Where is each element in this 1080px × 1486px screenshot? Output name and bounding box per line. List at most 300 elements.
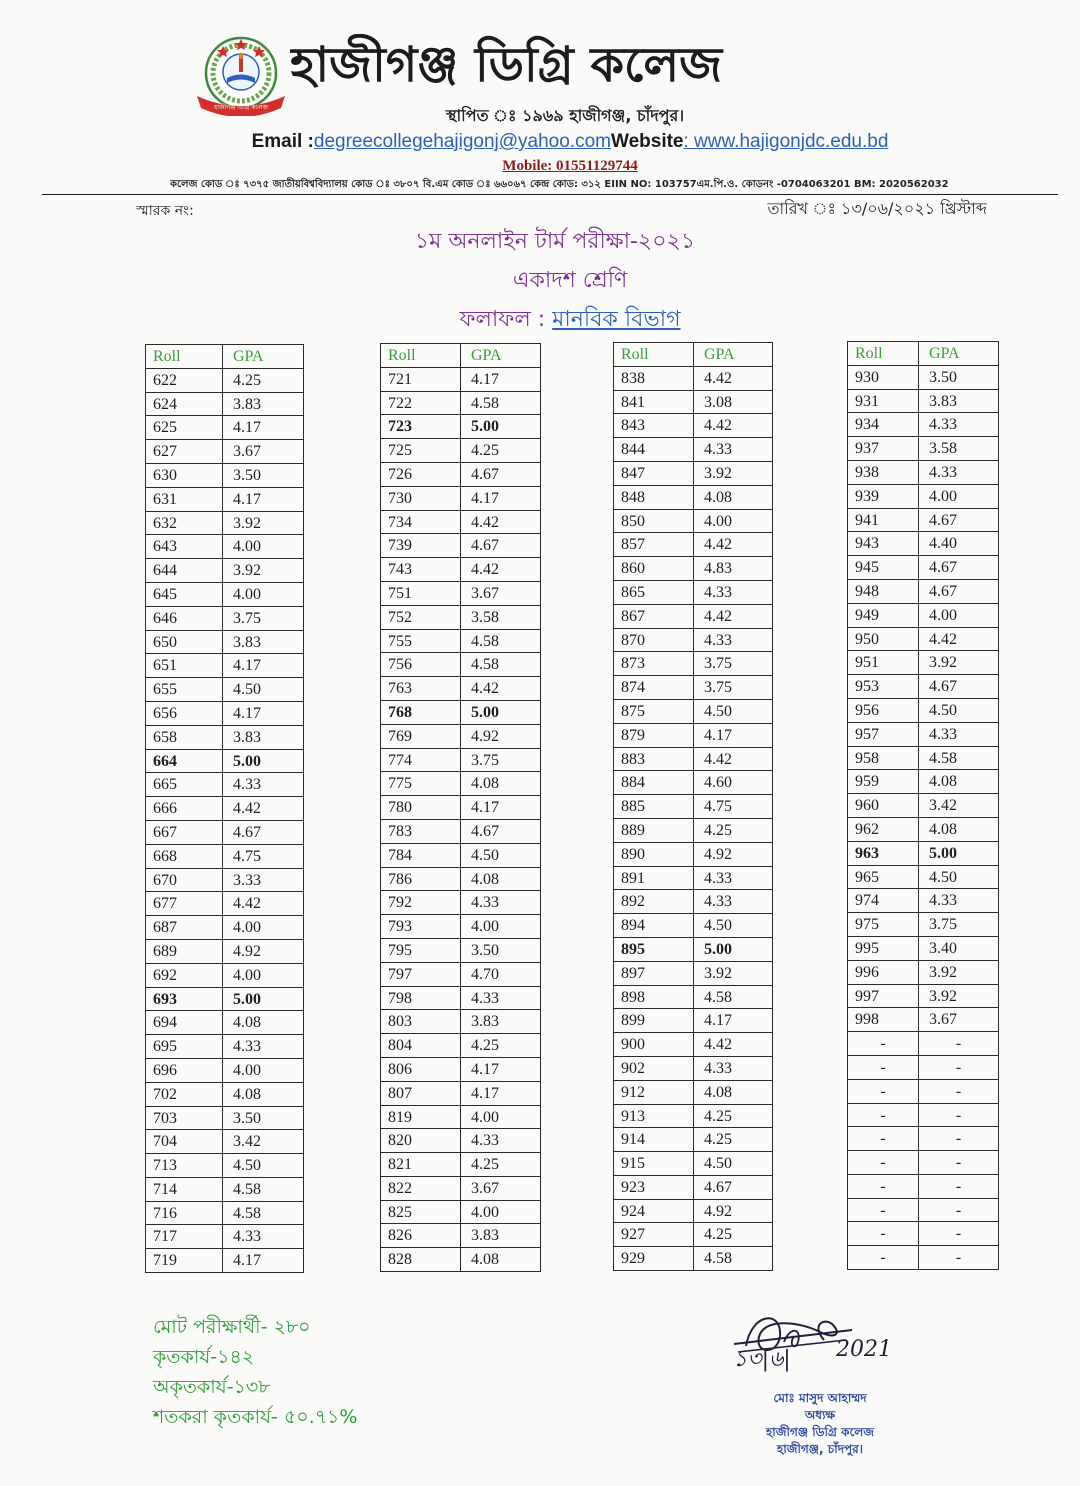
roll-cell: 693 xyxy=(146,988,223,1012)
roll-cell: 624 xyxy=(146,393,223,417)
roll-cell: 792 xyxy=(381,891,461,915)
roll-cell: 726 xyxy=(381,463,461,487)
roll-cell: 622 xyxy=(146,369,223,393)
roll-cell: 825 xyxy=(381,1201,461,1225)
roll-cell: 850 xyxy=(614,510,694,534)
gpa-cell: 4.50 xyxy=(694,1152,773,1176)
website-link[interactable]: : www.hajigonjdc.edu.bd xyxy=(683,131,889,152)
gpa-cell: 4.50 xyxy=(461,844,541,868)
gpa-cell: 4.67 xyxy=(919,556,999,580)
gpa-cell: 4.67 xyxy=(461,534,541,558)
roll-cell: 912 xyxy=(614,1081,694,1105)
gpa-cell: 4.25 xyxy=(694,819,773,843)
roll-cell: 951 xyxy=(848,651,919,675)
gpa-cell: - xyxy=(919,1175,999,1199)
gpa-cell: 4.42 xyxy=(461,558,541,582)
gpa-cell: 4.50 xyxy=(694,700,773,724)
roll-cell: 655 xyxy=(146,678,223,702)
gpa-cell: 5.00 xyxy=(694,938,773,962)
roll-cell: 797 xyxy=(381,963,461,987)
gpa-cell: 3.75 xyxy=(694,676,773,700)
gpa-cell: 3.75 xyxy=(223,607,304,631)
result-table-4 xyxy=(847,341,999,1270)
gpa-cell: 4.60 xyxy=(694,771,773,795)
roll-cell: 651 xyxy=(146,654,223,678)
roll-cell: 879 xyxy=(614,724,694,748)
college-name: হাজীগঞ্জ ডিগ্রি কলেজ xyxy=(290,37,723,93)
gpa-cell: 4.67 xyxy=(694,1176,773,1200)
column-header-gpa: GPA xyxy=(694,343,773,367)
gpa-cell: 3.67 xyxy=(223,440,304,464)
roll-cell: 668 xyxy=(146,845,223,869)
roll-cell: 892 xyxy=(614,890,694,914)
gpa-cell: 4.33 xyxy=(919,723,999,747)
gpa-cell: 3.58 xyxy=(461,606,541,630)
roll-cell: 734 xyxy=(381,511,461,535)
gpa-cell: 3.75 xyxy=(919,913,999,937)
roll-cell: - xyxy=(848,1056,919,1080)
roll-cell: 897 xyxy=(614,962,694,986)
roll-cell: 819 xyxy=(381,1106,461,1130)
roll-cell: 891 xyxy=(614,867,694,891)
roll-cell: 997 xyxy=(848,985,919,1009)
gpa-cell: 4.42 xyxy=(694,367,773,391)
roll-cell: 870 xyxy=(614,629,694,653)
roll-cell: 857 xyxy=(614,533,694,557)
gpa-cell: 4.67 xyxy=(919,675,999,699)
gpa-cell: 4.00 xyxy=(461,915,541,939)
gpa-cell: 4.42 xyxy=(461,677,541,701)
gpa-cell: 4.58 xyxy=(694,1247,773,1271)
gpa-cell: 3.83 xyxy=(223,393,304,417)
roll-cell: 875 xyxy=(614,700,694,724)
roll-cell: 822 xyxy=(381,1177,461,1201)
column-header-gpa: GPA xyxy=(919,342,999,366)
failed-count: অকৃতকার্য-১৩৮ xyxy=(153,1376,271,1398)
gpa-cell: 3.58 xyxy=(919,437,999,461)
gpa-cell: 4.42 xyxy=(694,605,773,629)
total-examinees: মোট পরীক্ষার্থী- ২৮০ xyxy=(153,1316,311,1338)
roll-cell: 625 xyxy=(146,416,223,440)
roll-cell: 847 xyxy=(614,462,694,486)
gpa-cell: 4.67 xyxy=(461,463,541,487)
gpa-cell: 3.83 xyxy=(919,390,999,414)
gpa-cell: - xyxy=(919,1080,999,1104)
roll-cell: 885 xyxy=(614,795,694,819)
roll-cell: - xyxy=(848,1151,919,1175)
roll-cell: 739 xyxy=(381,534,461,558)
roll-cell: 929 xyxy=(614,1247,694,1271)
roll-cell: 826 xyxy=(381,1224,461,1248)
roll-cell: 783 xyxy=(381,820,461,844)
gpa-cell: 4.00 xyxy=(694,510,773,534)
result-label: ফলাফল : xyxy=(459,307,546,332)
roll-cell: 943 xyxy=(848,532,919,556)
roll-cell: 945 xyxy=(848,556,919,580)
gpa-cell: 4.08 xyxy=(919,818,999,842)
gpa-cell: 4.58 xyxy=(461,653,541,677)
gpa-cell: 3.83 xyxy=(461,1224,541,1248)
roll-cell: 721 xyxy=(381,368,461,392)
roll-cell: 939 xyxy=(848,485,919,509)
gpa-cell: 4.40 xyxy=(919,532,999,556)
roll-cell: - xyxy=(848,1032,919,1056)
roll-cell: 843 xyxy=(614,414,694,438)
roll-cell: 786 xyxy=(381,868,461,892)
gpa-cell: 4.33 xyxy=(694,581,773,605)
roll-cell: 937 xyxy=(848,437,919,461)
gpa-cell: 3.08 xyxy=(694,391,773,415)
gpa-cell: - xyxy=(919,1104,999,1128)
gpa-cell: - xyxy=(919,1056,999,1080)
roll-cell: 900 xyxy=(614,1033,694,1057)
roll-cell: 704 xyxy=(146,1130,223,1154)
column-header-roll: Roll xyxy=(146,345,223,369)
roll-cell: - xyxy=(848,1175,919,1199)
roll-cell: 793 xyxy=(381,915,461,939)
result-table-2 xyxy=(380,343,541,1272)
stamp-name: মোঃ মাসুদ আহাম্মদ xyxy=(773,1391,867,1405)
roll-cell: 820 xyxy=(381,1129,461,1153)
gpa-cell: 4.50 xyxy=(694,914,773,938)
gpa-cell: 4.00 xyxy=(461,1106,541,1130)
roll-cell: 713 xyxy=(146,1154,223,1178)
gpa-cell: 4.25 xyxy=(223,369,304,393)
roll-cell: 716 xyxy=(146,1202,223,1226)
roll-cell: 646 xyxy=(146,607,223,631)
gpa-cell: - xyxy=(919,1222,999,1246)
roll-cell: 730 xyxy=(381,487,461,511)
gpa-cell: 4.17 xyxy=(223,488,304,512)
column-header-roll: Roll xyxy=(848,342,919,366)
roll-cell: 763 xyxy=(381,677,461,701)
roll-cell: 743 xyxy=(381,558,461,582)
gpa-cell: 4.42 xyxy=(694,414,773,438)
gpa-cell: 3.83 xyxy=(223,726,304,750)
roll-cell: 664 xyxy=(146,750,223,774)
roll-cell: 807 xyxy=(381,1082,461,1106)
stamp-designation: অধ্যক্ষ xyxy=(804,1408,836,1422)
gpa-cell: 4.25 xyxy=(694,1105,773,1129)
roll-cell: 780 xyxy=(381,796,461,820)
gpa-cell: 4.17 xyxy=(223,654,304,678)
roll-cell: 784 xyxy=(381,844,461,868)
result-summary xyxy=(153,1312,453,1432)
roll-cell: 844 xyxy=(614,438,694,462)
gpa-cell: 4.33 xyxy=(694,438,773,462)
gpa-cell: 4.00 xyxy=(223,583,304,607)
roll-cell: 630 xyxy=(146,464,223,488)
gpa-cell: 4.00 xyxy=(919,604,999,628)
stamp-college: হাজীগঞ্জ ডিগ্রি কলেজ xyxy=(765,1425,874,1439)
roll-cell: 714 xyxy=(146,1178,223,1202)
gpa-cell: 4.17 xyxy=(461,1082,541,1106)
gpa-cell: 4.33 xyxy=(919,413,999,437)
gpa-cell: 4.17 xyxy=(223,416,304,440)
email-link[interactable]: degreecollegehajigonj@yahoo.com xyxy=(313,131,611,152)
gpa-cell: 5.00 xyxy=(919,842,999,866)
roll-cell: 975 xyxy=(848,913,919,937)
gpa-cell: 4.25 xyxy=(694,1128,773,1152)
roll-cell: 927 xyxy=(614,1223,694,1247)
college-emblem-icon xyxy=(193,36,289,116)
mobile-number: Mobile: 01551129744 xyxy=(502,158,638,174)
gpa-cell: 4.00 xyxy=(223,1059,304,1083)
roll-cell: 725 xyxy=(381,439,461,463)
roll-cell: 915 xyxy=(614,1152,694,1176)
gpa-cell: 3.92 xyxy=(919,651,999,675)
gpa-cell: 4.42 xyxy=(694,748,773,772)
gpa-cell: 4.08 xyxy=(461,868,541,892)
class-name: একাদশ শ্রেণি xyxy=(512,268,628,293)
roll-cell: 959 xyxy=(848,770,919,794)
roll-cell: 874 xyxy=(614,676,694,700)
roll-cell: 841 xyxy=(614,391,694,415)
gpa-cell: 4.42 xyxy=(223,892,304,916)
roll-cell: 821 xyxy=(381,1153,461,1177)
roll-cell: 695 xyxy=(146,1035,223,1059)
roll-cell: 962 xyxy=(848,818,919,842)
gpa-cell: 4.58 xyxy=(694,986,773,1010)
roll-cell: 958 xyxy=(848,747,919,771)
roll-cell: 632 xyxy=(146,512,223,536)
roll-cell: 650 xyxy=(146,631,223,655)
exam-title: ১ম অনলাইন টার্ম পরীক্ষা-২০২১ xyxy=(414,229,696,254)
roll-cell: 974 xyxy=(848,889,919,913)
roll-cell: - xyxy=(848,1199,919,1223)
gpa-cell: 4.58 xyxy=(919,747,999,771)
roll-cell: 913 xyxy=(614,1105,694,1129)
gpa-cell: 4.83 xyxy=(694,557,773,581)
gpa-cell: 3.92 xyxy=(919,985,999,1009)
roll-cell: 775 xyxy=(381,772,461,796)
roll-cell: 670 xyxy=(146,869,223,893)
gpa-cell: 4.67 xyxy=(223,821,304,845)
gpa-cell: 4.25 xyxy=(694,1223,773,1247)
gpa-cell: 4.17 xyxy=(694,1009,773,1033)
gpa-cell: 4.42 xyxy=(223,797,304,821)
gpa-cell: 4.58 xyxy=(461,392,541,416)
roll-cell: 752 xyxy=(381,606,461,630)
gpa-cell: - xyxy=(919,1151,999,1175)
gpa-cell: 4.08 xyxy=(461,772,541,796)
gpa-cell: 5.00 xyxy=(461,701,541,725)
column-header-gpa: GPA xyxy=(461,344,541,368)
gpa-cell: 4.92 xyxy=(223,940,304,964)
roll-cell: 644 xyxy=(146,559,223,583)
roll-cell: 898 xyxy=(614,986,694,1010)
gpa-cell: 3.67 xyxy=(919,1008,999,1032)
roll-cell: 931 xyxy=(848,390,919,414)
roll-cell: 768 xyxy=(381,701,461,725)
result-heading xyxy=(370,302,770,339)
gpa-cell: 3.92 xyxy=(694,462,773,486)
passed-count: কৃতকার্য-১৪২ xyxy=(153,1346,255,1368)
gpa-cell: 4.17 xyxy=(694,724,773,748)
gpa-cell: 3.67 xyxy=(461,582,541,606)
gpa-cell: 4.58 xyxy=(223,1178,304,1202)
gpa-cell: 4.75 xyxy=(223,845,304,869)
gpa-cell: 3.75 xyxy=(461,749,541,773)
gpa-cell: 4.33 xyxy=(461,987,541,1011)
roll-cell: 865 xyxy=(614,581,694,605)
roll-cell: - xyxy=(848,1246,919,1270)
email-label: Email : xyxy=(251,131,314,152)
gpa-cell: 4.67 xyxy=(461,820,541,844)
roll-cell: 867 xyxy=(614,605,694,629)
signature-year: 2021 xyxy=(836,1337,892,1362)
gpa-cell: 4.25 xyxy=(461,1153,541,1177)
gpa-cell: 3.50 xyxy=(919,366,999,390)
roll-cell: 798 xyxy=(381,987,461,1011)
gpa-cell: 4.70 xyxy=(461,963,541,987)
gpa-cell: 4.33 xyxy=(694,867,773,891)
gpa-cell: 3.83 xyxy=(223,631,304,655)
stamp-address: হাজীগঞ্জ, চাঁদপুর। xyxy=(776,1442,864,1456)
principal-stamp xyxy=(730,1390,910,1458)
roll-cell: 717 xyxy=(146,1225,223,1249)
roll-cell: 884 xyxy=(614,771,694,795)
roll-cell: - xyxy=(848,1222,919,1246)
gpa-cell: 4.33 xyxy=(461,891,541,915)
roll-cell: 631 xyxy=(146,488,223,512)
signature-day-month: ১৩|৬| xyxy=(733,1347,791,1372)
gpa-cell: 3.75 xyxy=(694,652,773,676)
gpa-cell: 4.00 xyxy=(919,485,999,509)
gpa-cell: 4.17 xyxy=(461,487,541,511)
gpa-cell: 3.50 xyxy=(461,939,541,963)
roll-cell: 666 xyxy=(146,797,223,821)
roll-cell: - xyxy=(848,1104,919,1128)
gpa-cell: 4.00 xyxy=(223,535,304,559)
roll-cell: 924 xyxy=(614,1200,694,1224)
roll-cell: 889 xyxy=(614,819,694,843)
gpa-cell: 4.25 xyxy=(461,439,541,463)
gpa-cell: 3.50 xyxy=(223,1107,304,1131)
gpa-cell: 4.33 xyxy=(223,773,304,797)
document-date: তারিখ ঃ ১৩/০৬/২০২১ খ্রিস্টাব্দ xyxy=(767,199,987,218)
roll-cell: 996 xyxy=(848,961,919,985)
gpa-cell: 4.17 xyxy=(461,796,541,820)
roll-cell: 950 xyxy=(848,628,919,652)
gpa-cell: 4.00 xyxy=(461,1201,541,1225)
pass-rate: শতকরা কৃতকার্য- ৫০.৭১% xyxy=(153,1406,358,1428)
gpa-cell: 4.17 xyxy=(461,1058,541,1082)
gpa-cell: 4.50 xyxy=(223,678,304,702)
gpa-cell: 4.67 xyxy=(919,580,999,604)
column-header-gpa: GPA xyxy=(223,345,304,369)
roll-cell: 894 xyxy=(614,914,694,938)
roll-cell: 828 xyxy=(381,1248,461,1272)
roll-cell: 692 xyxy=(146,964,223,988)
gpa-cell: 4.17 xyxy=(223,702,304,726)
gpa-cell: 3.92 xyxy=(223,512,304,536)
gpa-cell: - xyxy=(919,1246,999,1270)
gpa-cell: 4.08 xyxy=(694,1081,773,1105)
gpa-cell: 4.00 xyxy=(223,916,304,940)
gpa-cell: 3.40 xyxy=(919,937,999,961)
gpa-cell: 3.67 xyxy=(461,1177,541,1201)
roll-cell: 860 xyxy=(614,557,694,581)
column-header-roll: Roll xyxy=(381,344,461,368)
roll-cell: 687 xyxy=(146,916,223,940)
roll-cell: 902 xyxy=(614,1057,694,1081)
roll-cell: 941 xyxy=(848,509,919,533)
roll-cell: 667 xyxy=(146,821,223,845)
roll-cell: 658 xyxy=(146,726,223,750)
roll-cell: 883 xyxy=(614,748,694,772)
gpa-cell: 4.33 xyxy=(694,629,773,653)
roll-cell: 645 xyxy=(146,583,223,607)
institution-codes: কলেজ কোড ঃ ৭৩৭৫ জাতীয়বিশ্ববিদ্যালয় কোড ঃ ৩৮০৭ বি.এম কোড ঃ ৬৬০৬৭ কেন্দ্র কোড: ৩১২ EIIN NO: 103757এম.পি.ও. কোডনং -0704063201 BM: 2020562032 xyxy=(170,179,949,190)
department-name: মানবিক বিভাগ xyxy=(552,307,681,332)
roll-cell: 751 xyxy=(381,582,461,606)
gpa-cell: 3.33 xyxy=(223,869,304,893)
gpa-cell: 4.42 xyxy=(461,511,541,535)
gpa-cell: 4.50 xyxy=(223,1154,304,1178)
roll-cell: 755 xyxy=(381,630,461,654)
gpa-cell: 4.33 xyxy=(461,1129,541,1153)
roll-cell: 965 xyxy=(848,866,919,890)
roll-cell: 806 xyxy=(381,1058,461,1082)
gpa-cell: 4.33 xyxy=(919,889,999,913)
roll-cell: 848 xyxy=(614,486,694,510)
gpa-cell: 4.92 xyxy=(461,725,541,749)
gpa-cell: 4.33 xyxy=(223,1225,304,1249)
gpa-cell: 3.83 xyxy=(461,1010,541,1034)
roll-cell: 899 xyxy=(614,1009,694,1033)
result-table-1 xyxy=(145,344,304,1273)
header-divider xyxy=(42,194,1058,195)
roll-cell: 895 xyxy=(614,938,694,962)
roll-cell: 838 xyxy=(614,367,694,391)
gpa-cell: 4.67 xyxy=(919,509,999,533)
roll-cell: 953 xyxy=(848,675,919,699)
roll-cell: 873 xyxy=(614,652,694,676)
roll-cell: 948 xyxy=(848,580,919,604)
gpa-cell: - xyxy=(919,1032,999,1056)
gpa-cell: 4.92 xyxy=(694,843,773,867)
roll-cell: 963 xyxy=(848,842,919,866)
roll-cell: 756 xyxy=(381,653,461,677)
gpa-cell: 4.08 xyxy=(223,1011,304,1035)
gpa-cell: 4.50 xyxy=(919,699,999,723)
gpa-cell: 3.92 xyxy=(223,559,304,583)
roll-cell: - xyxy=(848,1080,919,1104)
gpa-cell: 4.00 xyxy=(223,964,304,988)
gpa-cell: 3.92 xyxy=(919,961,999,985)
roll-cell: 694 xyxy=(146,1011,223,1035)
gpa-cell: 4.50 xyxy=(919,866,999,890)
result-table-3 xyxy=(613,342,773,1271)
column-header-roll: Roll xyxy=(614,343,694,367)
roll-cell: 934 xyxy=(848,413,919,437)
roll-cell: 923 xyxy=(614,1176,694,1200)
logo-ribbon-text: হাজীগঞ্জ ডিগ্রি কলেজ xyxy=(214,104,268,111)
roll-cell: 914 xyxy=(614,1128,694,1152)
roll-cell: - xyxy=(848,1127,919,1151)
roll-cell: 949 xyxy=(848,604,919,628)
gpa-cell: 3.50 xyxy=(223,464,304,488)
gpa-cell: 4.42 xyxy=(694,533,773,557)
roll-cell: 803 xyxy=(381,1010,461,1034)
roll-cell: 774 xyxy=(381,749,461,773)
roll-cell: 703 xyxy=(146,1107,223,1131)
contact-line xyxy=(185,131,955,153)
gpa-cell: 3.42 xyxy=(919,794,999,818)
roll-cell: 702 xyxy=(146,1083,223,1107)
roll-cell: 677 xyxy=(146,892,223,916)
